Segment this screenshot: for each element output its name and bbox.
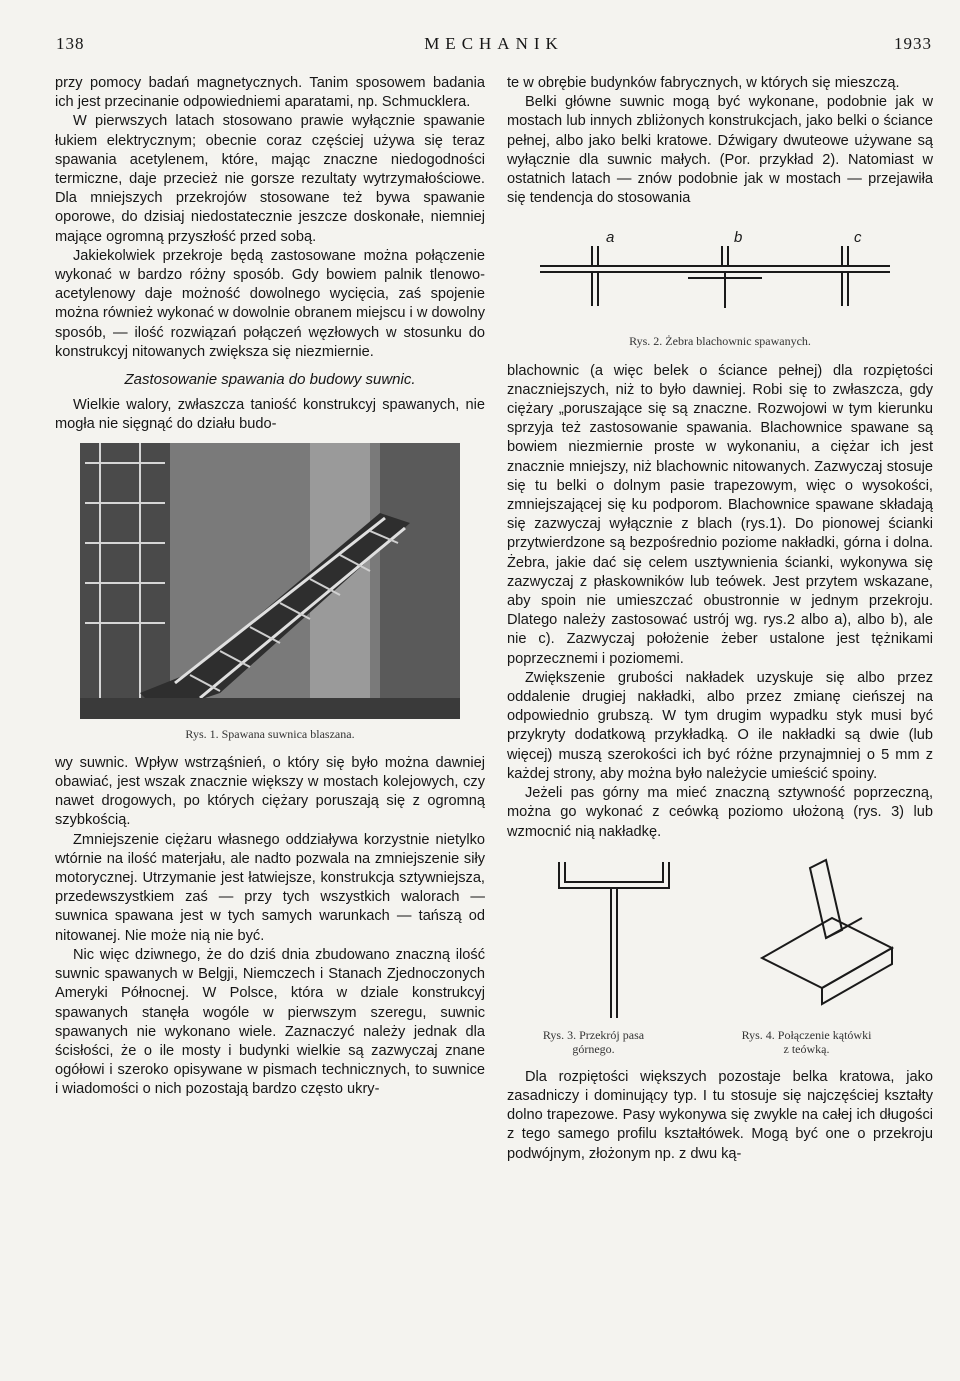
figure-1 — [55, 443, 485, 744]
figure-2 — [507, 216, 933, 351]
crane-photo — [80, 443, 460, 719]
section-heading: Zastosowanie spawania do budowy suwnic. — [124, 371, 416, 389]
angle-tee-joint-drawing — [742, 848, 912, 1028]
fig2-label-c: c — [854, 229, 862, 247]
page-year-right: 1933 — [894, 34, 932, 53]
journal-title: MECHANIK — [424, 34, 564, 53]
paragraph: blachownic (a więc belek o ściance pełnej) dla rozpiętości znaczniejszych, niż to było dawniej. Robi się to zwłaszcza, gdy ciężary „poruszające się są znaczne. Rozwojowi w tym kierunku sprzyja też zastosowanie spawania. Blachownice spawane są bowiem niezmiernie proste w wykonaniu, a ciężar ich jest znacznie mniejszy, niż blachownic nitowanych. Zazwyczaj stosuje się tu belki o dolnym pasie trapezowym, więc o wysokości, zmniejszającej się ku podporom. Blachownice spawane składają się zazwyczaj wyłącznie z blach (rys.1). Do pionowej ścianki przytwierdzone są bezpośrednio poziome nakładki, górna i dolna. Żebra, jakie dać się celem usztywnienia ścianki, wykonywa się zazwyczaj z płaskowników lub teówek. Jest przytem wskazane, aby spoin nie umieszczać obustronnie w jednym przekroju. Dlatego należy zastosować ustrój wg. rys.2 albo a), albo b), ale nie c). Zazwyczaj położenie żeber ustalone jest tężnikami poprzecznemi i poziomemi. — [507, 362, 933, 667]
paragraph: Nic więc dziwnego, że do dziś dnia zbudowano znaczną ilość suwnic spawanych w Belgji, Niemczech i Stanach Zjednoczonych Ameryki Północnej. W Polsce, która w dziale konstrukcyj spawanych stanęła wogóle w pierwszym szeregu, suwnic spawanych nie wykonano wiele. Zaznaczyć należy jednak dla ścisłości, że o ile mosty i budynki wielkie są zazwyczaj znane ogółowi i szeroko opisywane w pismach technicznych, to suwnice i wiadomości o nich pozostają bardzo często ukry- — [55, 946, 485, 1098]
rib-diagram — [520, 216, 920, 328]
figure-4 — [742, 848, 912, 1056]
figure-4-caption: Rys. 4. Połączenie kątówki z teówką. — [741, 1027, 872, 1056]
figure-3 — [529, 848, 699, 1056]
top-chord-section-drawing — [529, 848, 699, 1028]
paragraph: Zmniejszenie ciężaru własnego oddziaływa korzystnie nietylko wtórnie na ilość materjału, ale nadto pozwala na zmniejszenie siły motorycznej. Utrzymanie jest łatwiejsze, konstrukcja sztywniejsza, przedewszystkiem zaś — przy tych wszystkich walorach — suwnica spawana jest w tych samych warunkach — tańszą od nitowanej. Nie może nią nie być. — [55, 831, 485, 944]
paragraph: Jeżeli pas górny ma mieć znaczną sztywność poprzeczną, można go wykonać z ceówką poziomo ułożoną (rys. 3) lub wzmocnić nią nakładkę. — [507, 785, 933, 840]
page-header — [56, 34, 932, 58]
right-column — [507, 74, 933, 1164]
figure-3-caption: Rys. 3. Przekrój pasa górnego. — [542, 1027, 645, 1056]
paragraph: Dla rozpiętości większych pozostaje belka kratowa, jako zasadniczy i dominujący typ. I tu stosuje się najczęściej kształty dolno trapezowe. Pasy wykonywa się zwykle na całej ich długości z tego samego profilu kształtówek. Mogą być one o przekroju podwójnym, złożonym np. z dwu ką- — [507, 1068, 933, 1162]
page-number-left: 138 — [56, 34, 85, 53]
figure-2-caption: Rys. 2. Żebra blachownic spawanych. — [629, 334, 811, 349]
figure-1-caption: Rys. 1. Spawana suwnica blaszana. — [185, 726, 355, 741]
paragraph: te w obrębie budynków fabrycznych, w których się mieszczą. — [507, 75, 900, 91]
figures-3-4 — [507, 848, 933, 1056]
left-column — [55, 74, 485, 1100]
paragraph: Wielkie walory, zwłaszcza taniość konstrukcyj spawanych, nie mogła nie sięgnąć do działu budo- — [55, 397, 485, 433]
paragraph: Belki główne suwnic mogą być wykonane, podobnie jak w mostach lub innych zbliżonych konstrukcjach, jako belki o ściance pełnej, albo jako belki kratowe. Dźwigary dwuteowe używane są wyłącznie dla suwnic małych. (Por. przykład 2). Natomiast w ostatnich latach — znów podobnie jak w mostach — przejawiła się tendencja do stosowania — [507, 94, 933, 207]
fig2-label-a: a — [606, 229, 615, 247]
paragraph: W pierwszych latach stosowano prawie wyłącznie spawanie łukiem elektrycznym; obecnie coraz częściej używa się teraz spawania acetylenem, które, mając znaczne niedogodności termiczne, daje przecież nie gorsze rezultaty wytrzymałościowe. Dla mniejszych przekrojów stosowane też bywa spawanie oporowe, do dzisiaj niedostatecznie jeszcze doskonałe, niemniej mające ogromną przyszłość przed sobą. — [55, 113, 485, 245]
paragraph: wy suwnic. Wpływ wstrząśnień, o który się było można dawniej obawiać, jest wszak znacznie większy w mostach kolejowych, czy nawet drogowych, po których ciężary poruszają się z ogromną szybkością. — [55, 754, 485, 829]
paragraph: Jakiekolwiek przekroje będą zastosowane można połączenie wykonać w bardzo różny sposób. Gdy bowiem palnik tlenowo-acetylenowy daje możność dowolnego wycięcia, zaś spojenie można również wykonać w dowolnie obranem miejscu i w dowolny sposób, — ilość rozwiązań połączeń węzłowych w stosunku do konstrukcyj nitowanych zwiększa się niezmiernie. — [55, 247, 485, 360]
paragraph: przy pomocy badań magnetycznych. Tanim sposowem badania ich jest przecinanie odpowiedniemi aparatami, np. Schmucklera. — [55, 75, 485, 111]
fig2-label-b: b — [734, 229, 743, 247]
paragraph: Zwiększenie grubości nakładek uzyskuje się albo przez oddalenie drugiej nakładki, albo przez zmianę cieńszej na odpowiednio grubszą. W tym drugim wypadku styk musi być przykryty dodatkową przykładką. O ile nakładki są dwie (lub więcej) muszą szerokości ich być różne przynajmniej o 5 mm z każdej strony, aby można było należycie umieścić spoiny. — [507, 669, 933, 782]
